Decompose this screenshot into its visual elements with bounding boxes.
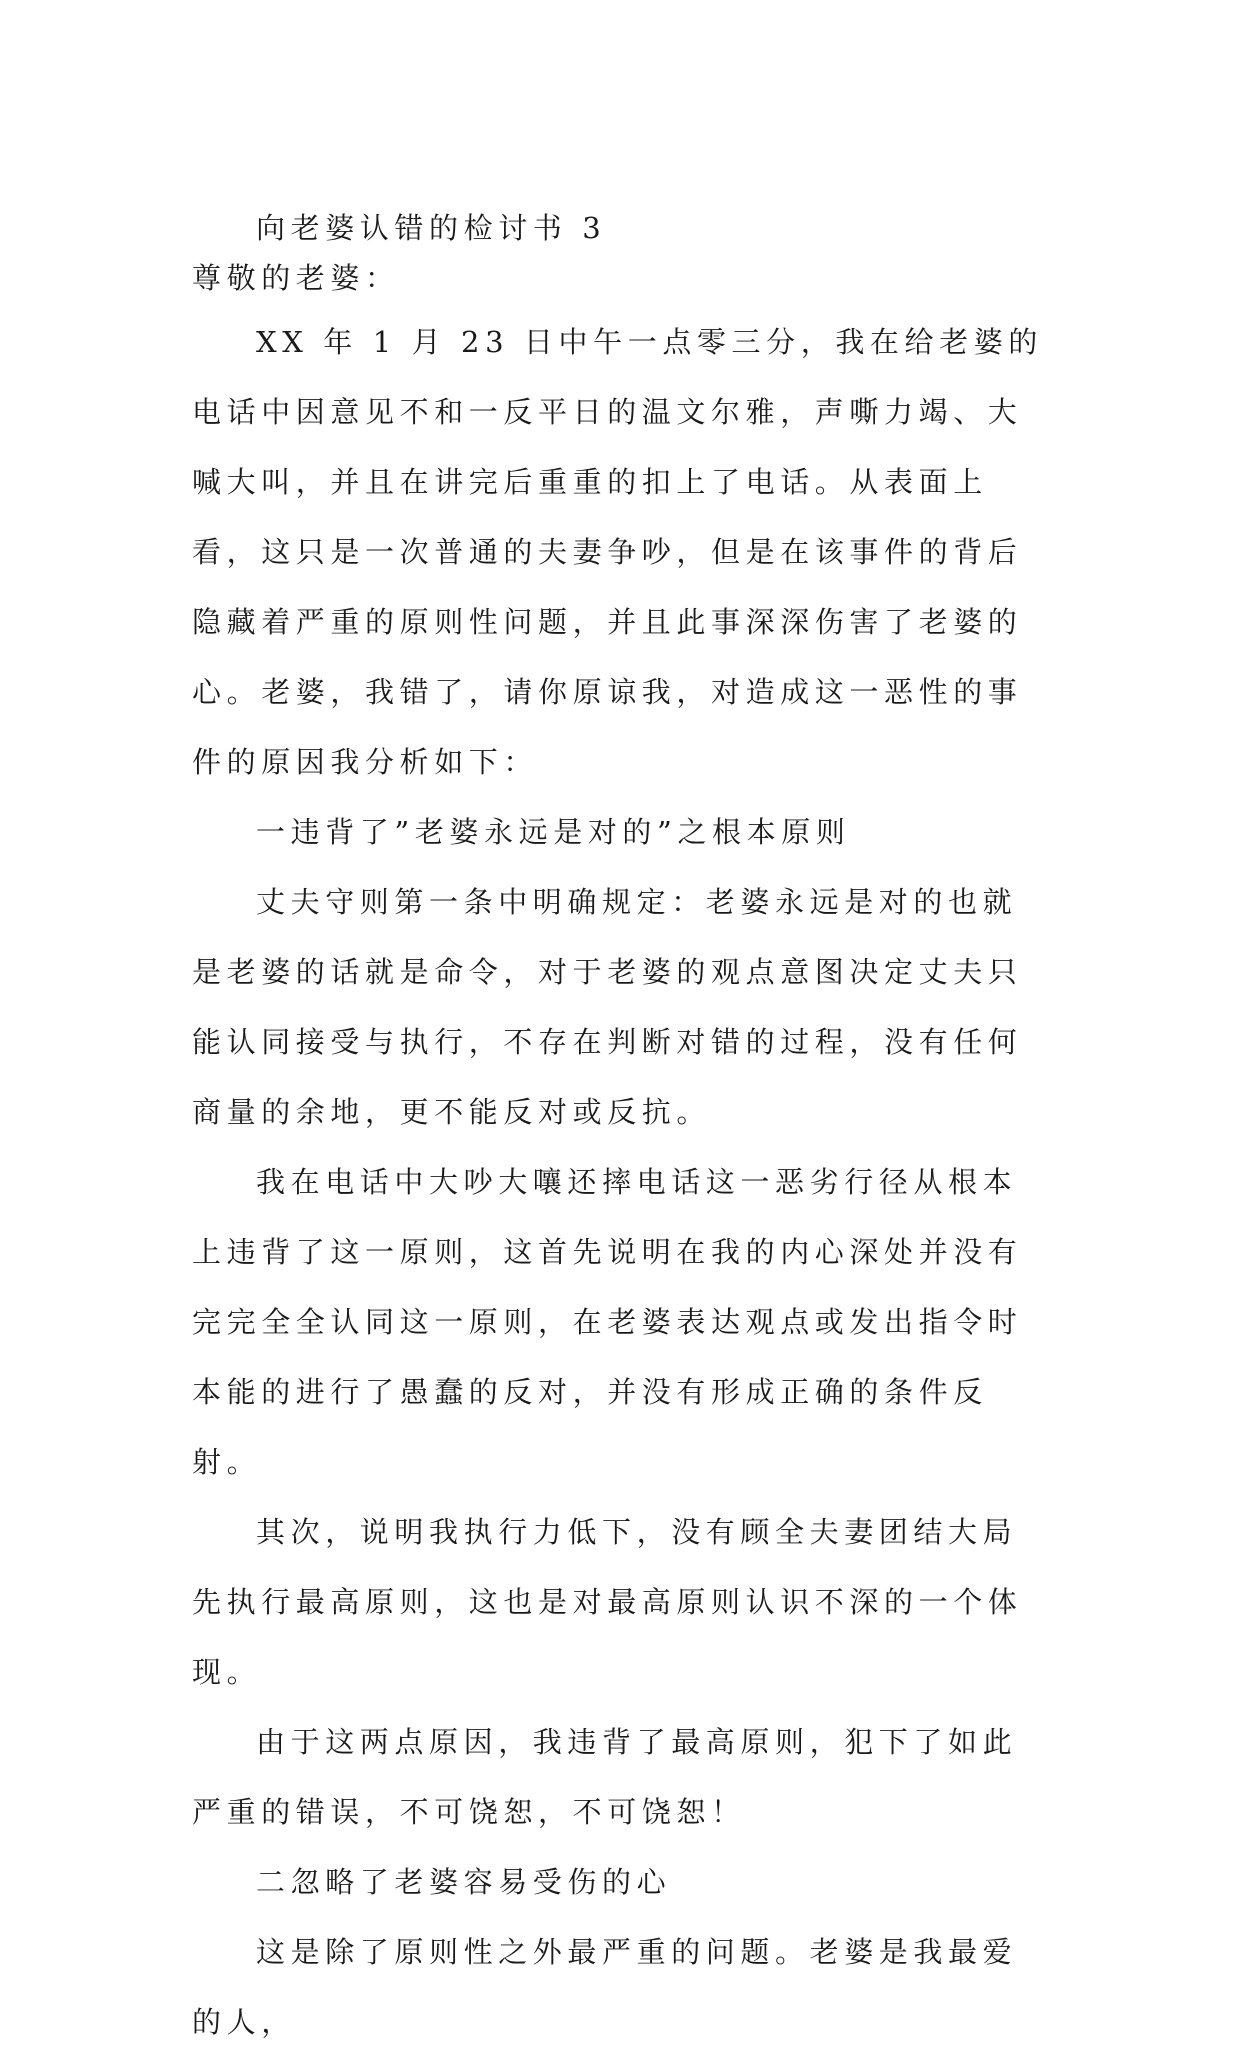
paragraph-incident: XX 年 1 月 23 日中午一点零三分，我在给老婆的电话中因意见不和一反平日的温文尔雅，声嘶力竭、大喊大叫，并且在讲完后重重的扣上了电话。从表面上看，这只是一次普通的夫妻争吵，但是在该事件的背后隐藏着严重的原则性问题，并且此事深深伤害了老婆的心。老婆，我错了，请你原谅我，对造成这一恶性的事件的原因我分析如下： — [192, 325, 1043, 779]
paragraph-conclusion: 由于这两点原因，我违背了最高原则，犯下了如此严重的错误，不可饶恕，不可饶恕！ — [192, 1725, 1018, 1829]
paragraph-violation: 我在电话中大吵大嚷还摔电话这一恶劣行径从根本上违背了这一原则，这首先说明在我的内心深处并没有完完全全认同这一原则，在老婆表达观点或发出指令时本能的进行了愚蠢的反对，并没有形成正确的条件反射。 — [192, 1165, 1023, 1479]
document-body — [192, 203, 1048, 2057]
salutation: 尊敬的老婆： — [192, 261, 400, 295]
paragraph-heart: 这是除了原则性之外最严重的问题。老婆是我最爱的人， — [192, 1935, 1018, 2039]
document-title: 向老婆认错的检讨书 3 — [256, 211, 607, 245]
section-heading-1: 一违背了”老婆永远是对的”之根本原则 — [256, 815, 851, 849]
paragraph-execution: 其次，说明我执行力低下，没有顾全夫妻团结大局先执行最高原则，这也是对最高原则认识不深的一个体现。 — [192, 1515, 1023, 1689]
paragraph-rule: 丈夫守则第一条中明确规定：老婆永远是对的也就是老婆的话就是命令，对于老婆的观点意图决定丈夫只能认同接受与执行，不存在判断对错的过程，没有任何商量的余地，更不能反对或反抗。 — [192, 885, 1023, 1129]
section-heading-2: 二忽略了老婆容易受伤的心 — [256, 1865, 672, 1899]
